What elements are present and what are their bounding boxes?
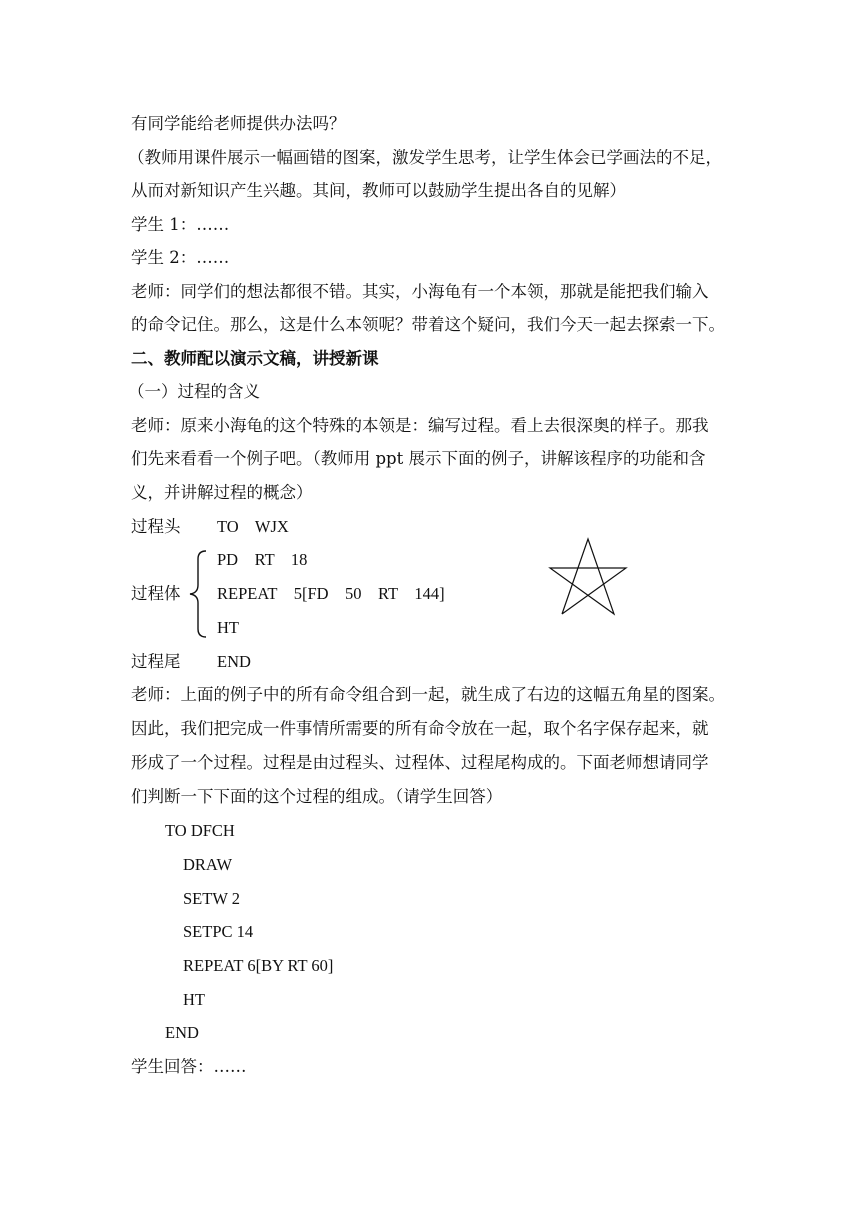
procedure-body-line: PD RT 18 [217, 550, 308, 569]
procedure-code-line: REPEAT 6[BY RT 60] [183, 956, 334, 975]
paragraph-note-line2: 从而对新知识产生兴趣。其间，教师可以鼓励学生提出各自的见解） [131, 181, 626, 200]
procedure-body-line: HT [217, 618, 239, 637]
procedure-code-line: SETW 2 [183, 889, 240, 908]
procedure-tail-code: END [217, 652, 251, 671]
paragraph-question: 有同学能给老师提供办法吗？ [131, 114, 346, 133]
teacher-line1: 老师：同学们的想法都很不错。其实，小海龟有一个本领，那就是能把我们输入 [131, 282, 709, 301]
student-1-line: 学生 1：…… [131, 215, 230, 234]
teacher-summary-line3: 形成了一个过程。过程是由过程头、过程体、过程尾构成的。下面老师想请同学 [131, 753, 709, 772]
teacher-line2: 的命令记住。那么，这是什么本领呢？带着这个疑问，我们今天一起去探索一下。 [131, 315, 725, 334]
subsection-heading: （一）过程的含义 [128, 382, 260, 401]
teacher-summary-line2: 因此，我们把完成一件事情所需要的所有命令放在一起，取个名字保存起来，就 [131, 719, 709, 738]
student-answer-line: 学生回答：…… [131, 1057, 247, 1076]
procedure-close-line: END [165, 1023, 199, 1042]
section-heading: 二、教师配以演示文稿，讲授新课 [131, 349, 379, 368]
procedure-body-label: 过程体 [131, 584, 181, 603]
student-2-line: 学生 2：…… [131, 248, 230, 267]
procedure-code-line: DRAW [183, 855, 233, 874]
procedure-tail-label: 过程尾 [131, 652, 181, 671]
teacher-explain-line3: 义，并讲解过程的概念） [131, 483, 313, 502]
procedure-code-line: HT [183, 990, 205, 1009]
five-pointed-star-icon [548, 537, 630, 617]
procedure-head-label: 过程头 [131, 517, 181, 536]
curly-brace-icon [188, 549, 210, 639]
teacher-summary-line1: 老师：上面的例子中的所有命令组合到一起，就生成了右边的这幅五角星的图案。 [131, 685, 725, 704]
procedure-body-line: REPEAT 5[FD 50 RT 144] [217, 584, 445, 603]
teacher-summary-line4: 们判断一下下面的这个过程的组成。（请学生回答） [131, 787, 503, 806]
procedure-code-line: SETPC 14 [183, 922, 254, 941]
teacher-explain-line1: 老师：原来小海龟的这个特殊的本领是：编写过程。看上去很深奥的样子。那我 [131, 416, 709, 435]
teacher-explain-line2: 们先来看看一个例子吧。（教师用 ppt 展示下面的例子，讲解该程序的功能和含 [131, 449, 706, 468]
procedure-head-code: TO WJX [217, 517, 289, 536]
procedure-open-line: TO DFCH [165, 821, 235, 840]
paragraph-note-line1: （教师用课件展示一幅画错的图案，激发学生思考，让学生体会已学画法的不足， [128, 148, 722, 167]
